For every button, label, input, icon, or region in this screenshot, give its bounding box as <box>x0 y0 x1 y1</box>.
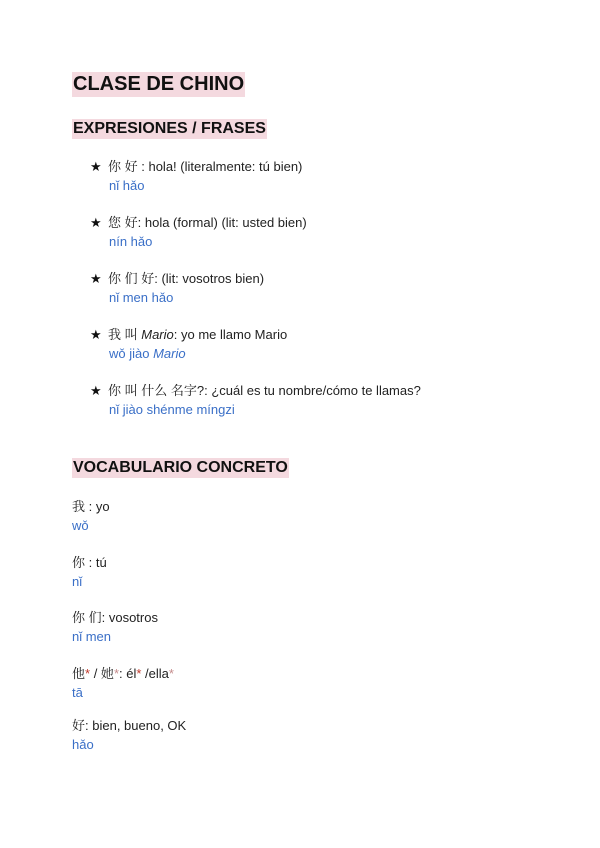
page-title-text: CLASE DE CHINO <box>73 73 245 95</box>
phrase-pinyin: nǐ jiào shénme míngzi <box>109 402 235 417</box>
phrase-item <box>90 382 421 419</box>
phrase-separator: : <box>137 159 149 174</box>
phrase-item <box>90 326 287 363</box>
vocab-slash: / <box>90 666 101 681</box>
phrase-meaning: (lit: vosotros bien) <box>161 271 265 286</box>
phrase-meaning: hola! (literalmente: tú bien) <box>148 159 303 174</box>
asterisk: * <box>85 666 91 681</box>
vocab-item <box>72 609 158 646</box>
vocab-hanzi: 你 们 <box>72 610 102 625</box>
vocab-pinyin: tā <box>72 685 83 700</box>
page-title <box>72 72 245 97</box>
phrase-item <box>90 270 264 307</box>
vocab-pinyin: nǐ <box>72 574 83 589</box>
phrase-separator: : <box>154 271 162 286</box>
vocab-meaning: /ella <box>141 666 169 681</box>
phrase-pinyin: nín hǎo <box>109 234 153 249</box>
vocab-item <box>72 554 107 591</box>
phrase-meaning: ¿cuál es tu nombre/cómo te llamas? <box>211 383 421 398</box>
phrase-meaning: hola (formal) (lit: usted bien) <box>144 215 307 230</box>
star-icon: ★ <box>90 327 102 342</box>
vocab-meaning: : tú <box>85 555 107 570</box>
vocab-colon: : <box>119 666 127 681</box>
phrase-pinyin-text: wǒ jiào <box>109 346 154 361</box>
phrase-hanzi: 你 们 好 <box>108 271 155 286</box>
vocab-item <box>72 498 110 535</box>
section-heading-expresiones-text: EXPRESIONES / FRASES <box>73 120 266 137</box>
phrase-pinyin <box>109 344 287 363</box>
section-heading-vocabulario-text: VOCABULARIO CONCRETO <box>73 459 288 476</box>
star-icon: ★ <box>90 215 102 230</box>
vocab-pinyin: hǎo <box>72 737 94 752</box>
phrase-hanzi: 您 好 <box>108 215 138 230</box>
vocab-hanzi: 你 <box>72 555 86 570</box>
section-heading-expresiones <box>72 119 267 139</box>
vocab-item <box>72 717 186 754</box>
vocab-hanzi: 他 <box>72 666 86 681</box>
vocab-meaning: : yo <box>85 499 110 514</box>
phrase-hanzi: 你 叫 什么 名字? <box>108 383 205 398</box>
vocab-pinyin: wǒ <box>72 518 89 533</box>
phrase-pinyin: nǐ men hǎo <box>109 290 174 305</box>
phrase-hanzi: 我 叫 <box>108 327 138 342</box>
phrase-pinyin-italic: Mario <box>153 346 186 361</box>
star-icon: ★ <box>90 271 102 286</box>
vocab-hanzi: 好 <box>72 718 86 733</box>
star-icon: ★ <box>90 383 102 398</box>
asterisk: * <box>136 666 142 681</box>
phrase-hanzi: 你 好 <box>108 159 138 174</box>
phrase-meaning: : yo me llamo Mario <box>173 327 288 342</box>
phrase-separator: : <box>204 383 212 398</box>
phrase-item <box>90 158 302 195</box>
phrase-name-italic: Mario <box>141 327 174 342</box>
section-heading-vocabulario <box>72 458 289 478</box>
vocab-meaning: : vosotros <box>101 610 158 625</box>
vocab-item-ta <box>72 665 174 702</box>
vocab-hanzi: 她 <box>100 666 114 681</box>
asterisk: * <box>168 666 174 681</box>
vocab-meaning: él <box>126 666 137 681</box>
vocab-pinyin: nǐ men <box>72 629 112 644</box>
phrase-separator: : <box>137 215 145 230</box>
vocab-hanzi: 我 <box>72 499 86 514</box>
asterisk: * <box>113 666 119 681</box>
vocab-meaning: : bien, bueno, OK <box>85 718 187 733</box>
phrase-item <box>90 214 307 251</box>
star-icon: ★ <box>90 159 102 174</box>
phrase-pinyin: nǐ hǎo <box>109 178 145 193</box>
